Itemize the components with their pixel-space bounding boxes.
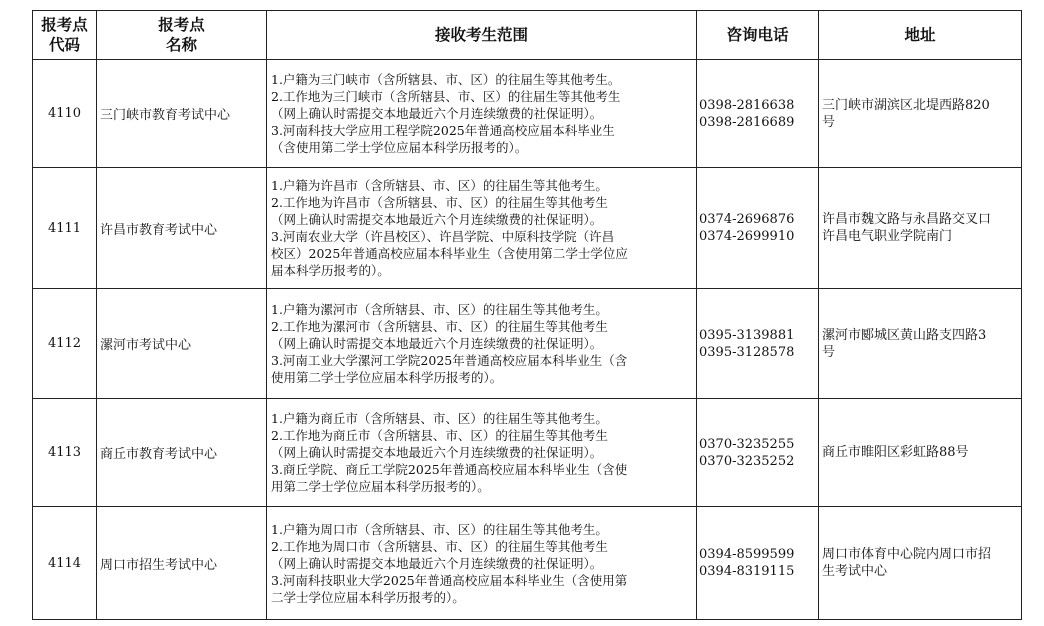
site-name: 三门峡市教育考试中心 bbox=[97, 60, 267, 168]
header-phone: 咨询电话 bbox=[697, 11, 819, 60]
scope-line: 2.工作地为三门峡市（含所辖县、市、区）的往届生等其他考生 bbox=[271, 89, 621, 104]
phone-number: 0374-2699910 bbox=[699, 229, 795, 244]
header-address: 地址 bbox=[819, 11, 1022, 60]
site-scope bbox=[267, 507, 697, 620]
scope-line: 3.河南科技大学应用工程学院2025年普通高校应届本科毕业生 bbox=[271, 123, 615, 138]
site-address bbox=[819, 60, 1022, 168]
exam-site-table bbox=[32, 10, 1022, 620]
site-name: 商丘市教育考试中心 bbox=[97, 399, 267, 507]
header-code-line-2: 代码 bbox=[48, 36, 80, 54]
scope-line: 二学士学位应届本科学历报考的）。 bbox=[271, 589, 465, 605]
scope-line: 3.商丘学院、商丘工学院2025年普通高校应届本科毕业生（含使 bbox=[271, 462, 628, 477]
address-line: 许昌电气职业学院南门 bbox=[822, 229, 953, 244]
site-scope bbox=[267, 399, 697, 507]
scope-line: 3.河南工业大学漯河工学院2025年普通高校应届本科毕业生（含 bbox=[271, 353, 628, 368]
site-phones bbox=[697, 168, 819, 289]
scope-line: 用第二学士学位应届本科学历报考的）。 bbox=[271, 479, 490, 494]
scope-line: 使用第二学士学位应届本科学历报考的）。 bbox=[271, 370, 503, 385]
header-name bbox=[97, 11, 267, 60]
site-phones bbox=[697, 399, 819, 507]
site-code: 4114 bbox=[33, 507, 97, 620]
table-row bbox=[33, 168, 1022, 289]
address-line: 许昌市魏文路与永昌路交叉口 bbox=[822, 212, 992, 227]
header-row bbox=[33, 11, 1022, 60]
table-row bbox=[33, 289, 1022, 399]
scope-line: （网上确认时需提交本地最近六个月连续缴费的社保证明）。 bbox=[271, 445, 603, 460]
site-phones bbox=[697, 289, 819, 399]
scope-line: 校区）2025年普通高校应届本科毕业生（含使用第二学士学位应 bbox=[271, 246, 628, 261]
address-line: 生考试中心 bbox=[822, 564, 888, 579]
scope-line: 2.工作地为周口市（含所辖县、市、区）的往届生等其他考生 bbox=[271, 538, 608, 554]
site-phones bbox=[697, 60, 819, 168]
site-address bbox=[819, 289, 1022, 399]
table-row bbox=[33, 60, 1022, 168]
site-name: 周口市招生考试中心 bbox=[97, 507, 267, 620]
address-line: 漯河市郾城区黄山路支四路3 bbox=[822, 327, 987, 343]
scope-line: 1.户籍为商丘市（含所辖县、市、区）的往届生等其他考生。 bbox=[271, 411, 608, 426]
site-scope bbox=[267, 289, 697, 399]
header-name-line-2: 名称 bbox=[165, 36, 197, 54]
scope-line: （网上确认时需提交本地最近六个月连续缴费的社保证明）。 bbox=[271, 212, 603, 227]
address-line: 商丘市睢阳区彩虹路88号 bbox=[822, 445, 969, 460]
phone-number: 0398-2816638 bbox=[699, 97, 795, 113]
scope-line: 1.户籍为三门峡市（含所辖县、市、区）的往届生等其他考生。 bbox=[271, 72, 621, 87]
site-scope bbox=[267, 168, 697, 289]
site-code: 4111 bbox=[33, 168, 97, 289]
phone-number: 0370-3235255 bbox=[699, 436, 795, 452]
scope-line: 2.工作地为商丘市（含所辖县、市、区）的往届生等其他考生 bbox=[271, 428, 608, 443]
site-code: 4113 bbox=[33, 399, 97, 507]
scope-line: 3.河南科技职业大学2025年普通高校应届本科毕业生（含使用第 bbox=[271, 572, 628, 588]
header-scope: 接收考生范围 bbox=[267, 11, 697, 60]
scope-line: 2.工作地为漯河市（含所辖县、市、区）的往届生等其他考生 bbox=[271, 319, 608, 334]
table-row bbox=[33, 399, 1022, 507]
header-code-line-1: 报考点 bbox=[41, 16, 88, 34]
scope-line: 届本科学历报考的）。 bbox=[271, 263, 390, 278]
phone-number: 0395-3139881 bbox=[699, 327, 795, 343]
site-name: 漯河市考试中心 bbox=[97, 289, 267, 399]
scope-line: 1.户籍为许昌市（含所辖县、市、区）的往届生等其他考生。 bbox=[271, 178, 608, 193]
scope-line: 3.河南农业大学（许昌校区）、许昌学院、中原科技学院（许昌 bbox=[271, 229, 615, 244]
scope-line: 1.户籍为漯河市（含所辖县、市、区）的往届生等其他考生。 bbox=[271, 302, 608, 317]
site-code: 4110 bbox=[33, 60, 97, 168]
site-name: 许昌市教育考试中心 bbox=[97, 168, 267, 289]
scope-line: （网上确认时需提交本地最近六个月连续缴费的社保证明）。 bbox=[271, 336, 603, 351]
table-row bbox=[33, 507, 1022, 620]
site-address bbox=[819, 168, 1022, 289]
site-phones bbox=[697, 507, 819, 620]
header-code bbox=[33, 11, 97, 60]
header-name-line-1: 报考点 bbox=[158, 16, 205, 34]
address-line: 号 bbox=[822, 114, 836, 130]
phone-number: 0374-2696876 bbox=[699, 212, 795, 227]
phone-number: 0394-8319115 bbox=[699, 564, 795, 579]
site-address bbox=[819, 399, 1022, 507]
scope-line: （含使用第二学士学位应届本科学历报考的）。 bbox=[271, 140, 528, 155]
phone-number: 0395-3128578 bbox=[699, 344, 795, 360]
site-code: 4112 bbox=[33, 289, 97, 399]
phone-number: 0370-3235252 bbox=[699, 453, 795, 469]
phone-number: 0398-2816689 bbox=[699, 114, 795, 130]
site-scope bbox=[267, 60, 697, 168]
scope-line: （网上确认时需提交本地最近六个月连续缴费的社保证明）。 bbox=[271, 106, 603, 121]
address-line: 周口市体育中心院内周口市招 bbox=[822, 547, 992, 562]
address-line: 三门峡市湖滨区北堤西路820 bbox=[822, 97, 990, 113]
address-line: 号 bbox=[822, 344, 836, 360]
phone-number: 0394-8599599 bbox=[699, 547, 795, 562]
scope-line: （网上确认时需提交本地最近六个月连续缴费的社保证明）。 bbox=[271, 555, 603, 571]
scope-line: 2.工作地为许昌市（含所辖县、市、区）的往届生等其他考生 bbox=[271, 195, 608, 210]
site-address bbox=[819, 507, 1022, 620]
scope-line: 1.户籍为周口市（含所辖县、市、区）的往届生等其他考生。 bbox=[271, 521, 608, 537]
